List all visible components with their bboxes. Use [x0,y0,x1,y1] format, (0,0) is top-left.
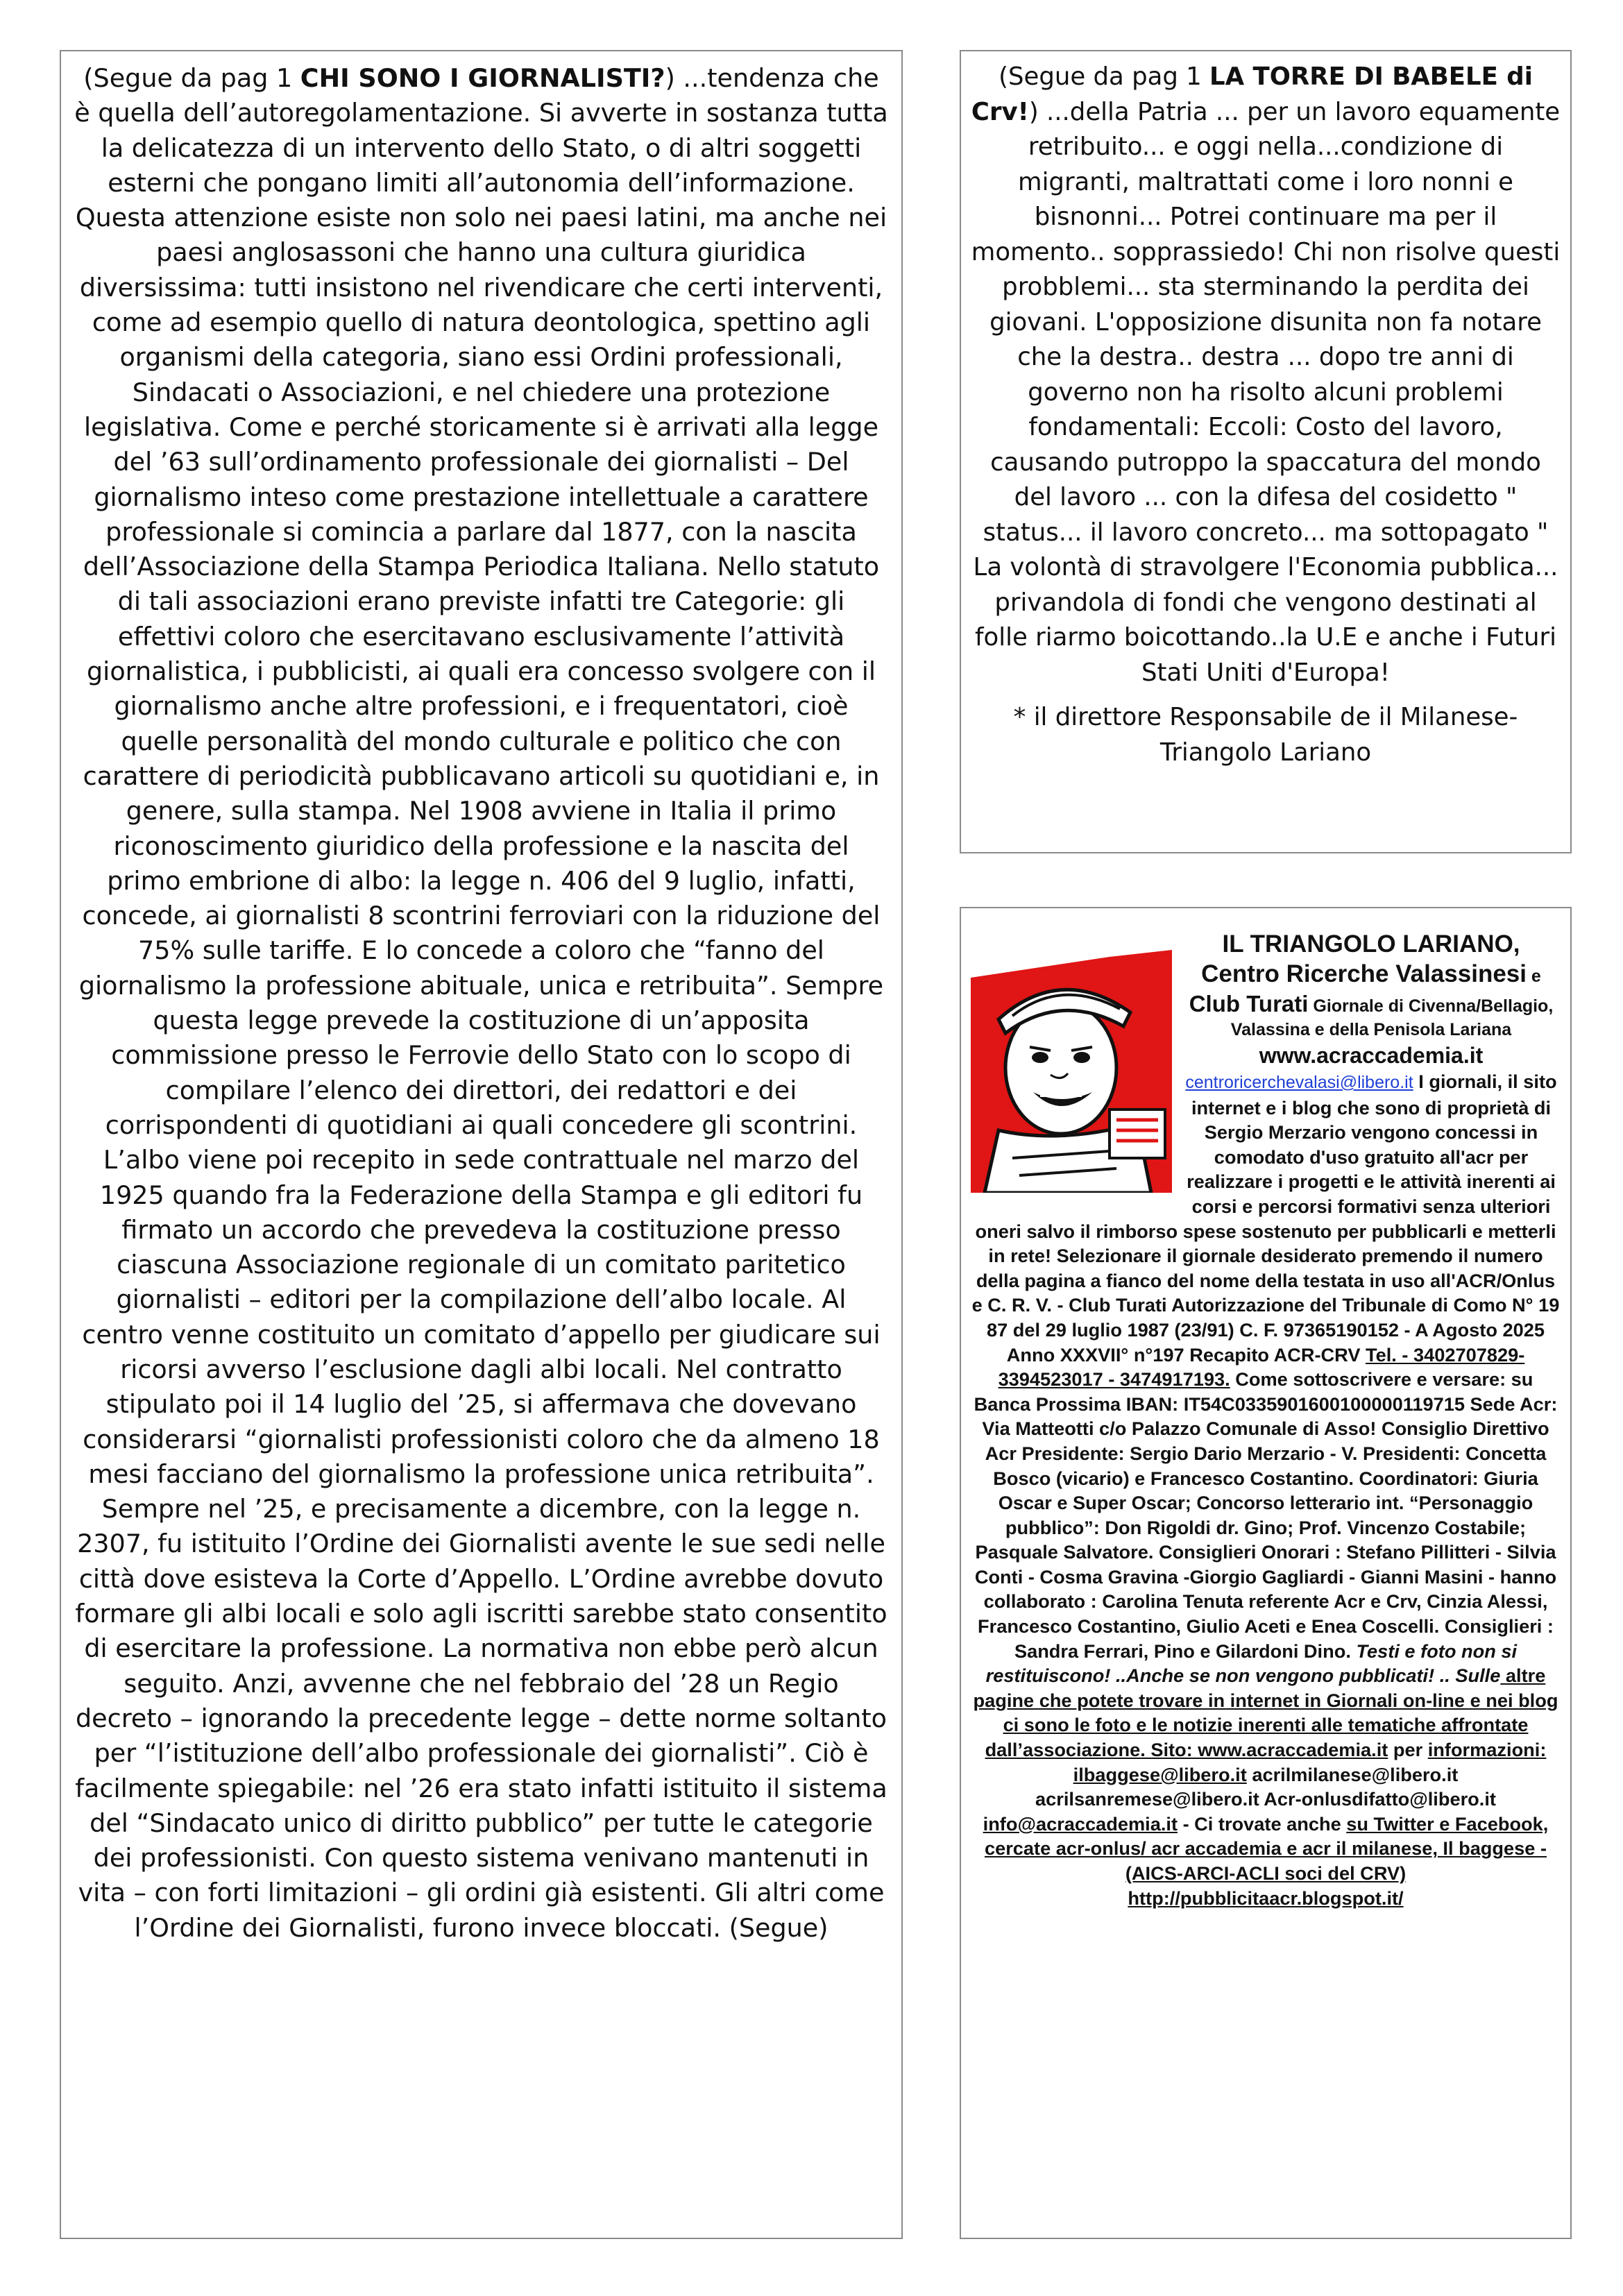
masthead-subtitle: Giornale di Civenna/Bellagio, Valassina e della Penisola Lariana [1230,996,1554,1039]
continuation-prefix: (Segue da pag 1 [83,63,300,93]
italic-note: Testi e foto non si restituiscono! ..Anche se non vengono pubblicati! .. Sulle [985,1640,1518,1687]
article-title: CHI SONO I GIORNALISTI? [300,63,665,93]
club-name: Club Turati [1189,991,1309,1017]
info-email-link[interactable]: informazioni: ilbaggese@libero.it [1073,1739,1547,1785]
social-links[interactable]: su Twitter e Facebook, cercate acr-onlus/ acr accademia e acr il milanese, Il baggese - (AICS-ARCI-ACLI soci del CRV) [984,1812,1549,1884]
email-list: acrilmilanese@libero.it acrilsanremese@libero.it Acr-onlusdifatto@libero.it [1035,1763,1496,1810]
info-text: I giornali, il sito internet e i blog che sono di proprietà di Sergio Merzario vengono concessi in comodato d'uso gratuito all'acr per realizzare i progetti e le attività inerenti ai corsi e percorsi formativi senza ulteriori oneri salvo il rimborso spese sostenuto per pubblicarli e metterli in rete! Selezionare il giornale desiderato premendo il numero della pagina a fianco del nome della testata in uso all'ACR/Onlus e C. R. V. - Club Turati Autorizzazione del Tribunale di Como N° 19 87 del 29 luglio 1987 (23/91) C. F. 97365190152 - A Agosto 2025 Anno XXXVII° n°197 Recapito ACR-CRV [971,1071,1560,1366]
online-pages-link[interactable]: altre pagine che potete trovare in internet in Giornali on-line e nei blog ci sono le foto e le notizie inerenti alle tematiche affrontate dall’associazione. Sito: www.acraccademia.it [973,1665,1558,1761]
info-text: - Ci trovate anche [1178,1812,1347,1835]
article-text [971,60,1561,690]
publication-info [971,1069,1561,1910]
newspaper-title: IL TRIANGOLO LARIANO, Centro Ricerche Valassinesi [1201,930,1527,987]
phone-numbers: Tel. - 3402707829-3394523017 - 3474917193. [998,1343,1525,1391]
author-note: * il direttore Responsabile de il Milanese-Triangolo Lariano [1013,703,1518,767]
article-body: ...della Patria ... per un lavoro equamente retribuito... e oggi nella...condizione di migranti, maltrattati come i loro nonni e bisnonni... Potrei continuare ma per il momento.. sopprassiedo! Chi non risolve questi probblemi... sta sterminando la perdita dei giovani. L'opposizione disunita non fa notare che la destra.. destra ... dopo tre anni di governo non ha risolto alcuni problemi fondamentali: Eccoli: Costo del lavoro, causando putroppo la spaccatura del mondo del lavoro ... con la difesa del cosidetto " status... il lavoro concreto... ma sottopagato " La volontà di stravolgere l'Economia pubblica... privandola di fondi che vengono destinati al folle riarmo boicottando..la U.E e anche i Futuri Stati Uniti d'Europa! [971,97,1561,687]
continuation-prefix: (Segue da pag 1 [999,62,1210,91]
info-text: Come sottoscrivere e versare: su Banca Prossima IBAN: IT54C0335901600100000119715 Sede Acr: Via Matteotti c/o Palazzo Comunale di Asso! Consiglio Direttivo Acr Presidente: Sergio Dario Merzario - V. Presidenti: Concetta Bosco (vicario) e Francesco Costantino. Coordinatori: Giuria Oscar e Super Oscar; Concorso letterario int. “Personaggio pubblico”: Don Rigoldi dr. Gino; Prof. Vincenzo Costabile; Pasquale Salvatore. Consiglieri Onorari : Stefano Pillitteri - Silvia Conti - Cosma Gravina -Giorgio Gagliardi - Gianni Masini - hanno collaborato : Carolina Tenuta referente Acr e Crv, Cinzia Alessi, Francesco Costantino, Giulio Aceti e Enea Coscelli. Consiglieri : Sandra Ferrari, Pino e Gilardoni Dino. [974,1368,1558,1662]
info-email-link[interactable]: info@acraccademia.it [983,1812,1178,1835]
article-chi-sono-i-giornalisti [60,50,903,2239]
article-torre-di-babele [960,50,1572,853]
website-url[interactable]: www.acraccademia.it [1259,1043,1484,1068]
continuation-suffix: ) [665,63,675,93]
continuation-suffix: ) [1028,97,1039,126]
cartoon-newsboy-logo-icon [971,936,1172,1193]
info-text: per [1388,1739,1428,1761]
article-body: ...tendenza che è quella dell’autoregolamentazione. Si avverte in sostanza tutta la delicatezza di un intervento dello Stato, o di altri soggetti esterni che pongano limiti all’autonomia dell’informazione. Questa attenzione esiste non solo nei paesi latini, ma anche nei paesi anglosassoni che hanno una cultura giuridica diversissima: tutti insistono nel rivendicare che certi interventi, come ad esempio quello di natura deontologica, spettino agli organismi della categoria, siano essi Ordini professionali, Sindacati o Associazioni, e nel chiedere una protezione legislativa. Come e perché storicamente si è arrivati alla legge del ’63 sull’ordinamento professionale dei giornalisti – Del giornalismo inteso come prestazione intellettuale a carattere professionale si comincia a parlare dal 1877, con la nascita dell’Associazione della Stampa Periodica Italiana. Nello statuto di tali associazioni erano previste infatti tre Categorie: gli effettivi coloro che esercitavano esclusivamente l’attività giornalistica, i pubblicisti, ai quali era concesso svolgere con il giornalismo anche altre professioni, e i frequentatori, cioè quelle personalità del mondo culturale e politico che con carattere di periodicità pubblicavano articoli su quotidiani e, in genere, sulla stampa. Nel 1908 avviene in Italia il primo riconoscimento giuridico della professione e la nascita del primo embrione di albo: la legge n. 406 del 9 luglio, infatti, concede, ai giornalisti 8 scontrini ferroviari con la riduzione del 75% sulle tariffe. E lo concede a coloro che “fanno del giornalismo la professione abituale, unica e retribuita”. Sempre questa legge prevede la costituzione di un’apposita commissione presso le Ferrovie dello Stato con lo scopo di compilare l’elenco dei direttori, dei redattori e dei corrispondenti di quotidiani ai quali concedere gli scontrini. L’albo viene poi recepito in sede contrattuale nel marzo del 1925 quando fra la Federazione della Stampa e gli editori fu firmato un accordo che prevedeva la costituzione presso ciascuna Associazione regionale di un comitato paritetico giornalisti – editori per la compilazione dell’albo locale. Al centro venne costituito un comitato d’appello per giudicare sui ricorsi avverso l’esclusione dagli albi locali. Nel contratto stipulato poi il 14 luglio del ’25, si affermava che dovevano considerarsi “giornalisti professionisti coloro che da almeno 18 mesi facciano del giornalismo la professione unica retribuita”. Sempre nel ’25, e precisamente a dicembre, con la legge n. 2307, fu istituito l’Ordine dei Giornalisti avente le sue sedi nelle città dove esisteva la Corte d’Appello. L’Ordine avrebbe dovuto formare gli albi locali e solo agli iscritti sarebbe stato consentito di esercitare la professione. La normativa non ebbe però alcun seguito. Anzi, avvenne che nel febbraio del ’28 un Regio decreto – ignorando la precedente legge – dette norme soltanto per “l’istituzione dell’albo professionale dei giornalisti”. Ciò è facilmente spiegabile: nel ’26 era stato infatti istituito il sistema del “Sindacato unico di diritto pubblico” per tutte le categorie dei professionisti. Con questo sistema venivano mantenuti in vita – con forti limitazioni – gli ordini già esistenti. Gli altri come l’Ordine dei Giornalisti, furono invece bloccati. (Segue) [74,63,888,1943]
email-link[interactable]: centroricerchevalasi@libero.it [1185,1073,1413,1092]
masthead-info-box [960,907,1572,2239]
article-title: LA TORRE DI BABELE di Crv! [971,62,1533,126]
blog-url[interactable]: http://pubblicitaacr.blogspot.it/ [1128,1887,1404,1909]
masthead-conjunction: e [1526,967,1541,986]
article-text [74,61,889,1946]
